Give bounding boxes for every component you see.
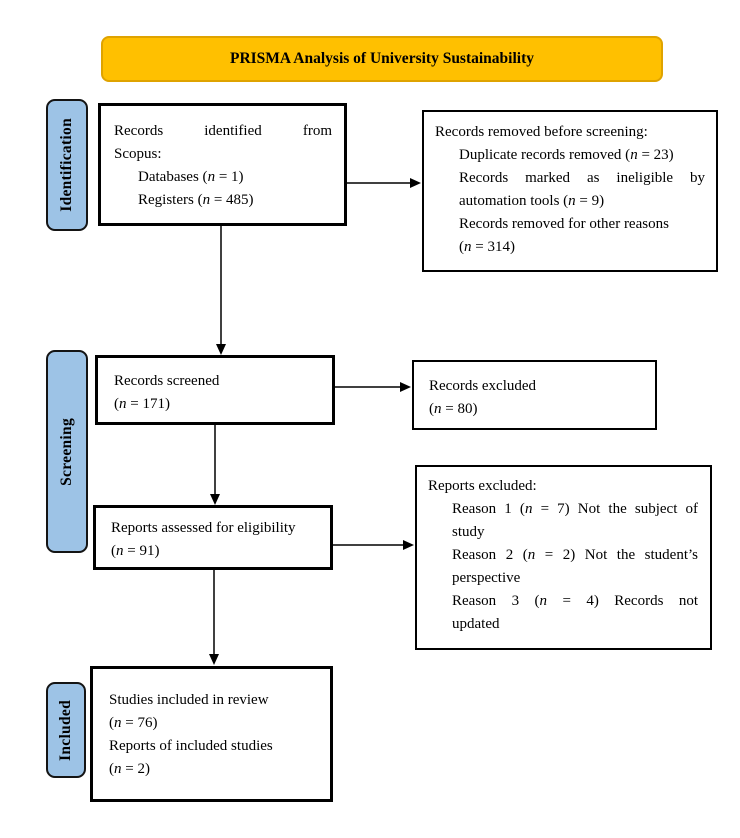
records-removed-line-3: automation tools (n = 9) [459, 193, 605, 209]
reports-excluded-line-1: Reason 1 (n = 7) Not the subject of [452, 501, 699, 517]
arrow-assessed-to-reports-excluded-head-icon [403, 540, 414, 550]
arrow-identified-to-screened-head-icon [216, 344, 226, 355]
arrow-identified-to-screened-line [220, 226, 222, 345]
records-removed-line-4: Records removed for other reasons [459, 216, 669, 232]
reports-excluded-line-4: perspective [452, 570, 521, 586]
stage-label-included-text: Included [57, 699, 74, 761]
arrow-screened-to-assessed-line [214, 425, 216, 495]
box-records-screened [95, 355, 335, 425]
arrow-screened-to-assessed-head-icon [210, 494, 220, 505]
arrow-identified-to-removed-line [347, 182, 411, 184]
records-removed-line-1: Duplicate records removed (n = 23) [459, 147, 674, 163]
reports-excluded-line-3: Reason 2 (n = 2) Not the student’s [452, 547, 698, 563]
arrow-screened-to-excluded-head-icon [400, 382, 411, 392]
records-removed-line-0: Records removed before screening: [435, 124, 648, 140]
stage-label-included [46, 682, 86, 778]
studies-included-line-3: (n = 2) [109, 761, 150, 777]
box-reports-excluded [415, 465, 712, 650]
records-identified-line-1: Scopus: [114, 146, 162, 162]
records-removed-line-2: Records marked as ineligible by [459, 170, 705, 186]
arrow-assessed-to-reports-excluded-line [333, 544, 404, 546]
box-studies-included-in-review [90, 666, 333, 802]
box-reports-assessed-for-eligibility [93, 505, 333, 570]
reports-excluded-line-2: study [452, 524, 485, 540]
stage-label-identification-text: Identification [58, 118, 75, 212]
studies-included-line-1: (n = 76) [109, 715, 158, 731]
records-identified-line-3: Registers (n = 485) [138, 192, 254, 208]
reports-assessed-line-0: Reports assessed for eligibility [111, 520, 296, 536]
diagram-title [101, 36, 663, 82]
arrow-assessed-to-included-head-icon [209, 654, 219, 665]
records-screened-line-0: Records screened [114, 373, 220, 389]
arrow-assessed-to-included-line [213, 570, 215, 655]
reports-excluded-line-5: Reason 3 (n = 4) Records not [452, 593, 698, 609]
box-records-removed-before-screening [422, 110, 718, 272]
reports-excluded-line-6: updated [452, 616, 500, 632]
studies-included-line-0: Studies included in review [109, 692, 269, 708]
records-identified-line-2: Databases (n = 1) [138, 169, 244, 185]
studies-included-line-2: Reports of included studies [109, 738, 273, 754]
records-removed-line-5: (n = 314) [459, 239, 515, 255]
box-records-excluded [412, 360, 657, 430]
reports-excluded-line-0: Reports excluded: [428, 478, 537, 494]
stage-label-screening-text: Screening [58, 417, 75, 486]
records-excluded-line-1: (n = 80) [429, 401, 478, 417]
records-excluded-line-0: Records excluded [429, 378, 537, 394]
records-identified-line-0: Records identified from [114, 123, 332, 139]
arrow-identified-to-removed-head-icon [410, 178, 421, 188]
stage-label-screening [46, 350, 88, 553]
records-screened-line-1: (n = 171) [114, 396, 170, 412]
box-records-identified [98, 103, 347, 226]
arrow-screened-to-excluded-line [335, 386, 401, 388]
reports-assessed-line-1: (n = 91) [111, 543, 160, 559]
stage-label-identification [46, 99, 88, 231]
diagram-title-text: PRISMA Analysis of University Sustainability [229, 50, 535, 67]
